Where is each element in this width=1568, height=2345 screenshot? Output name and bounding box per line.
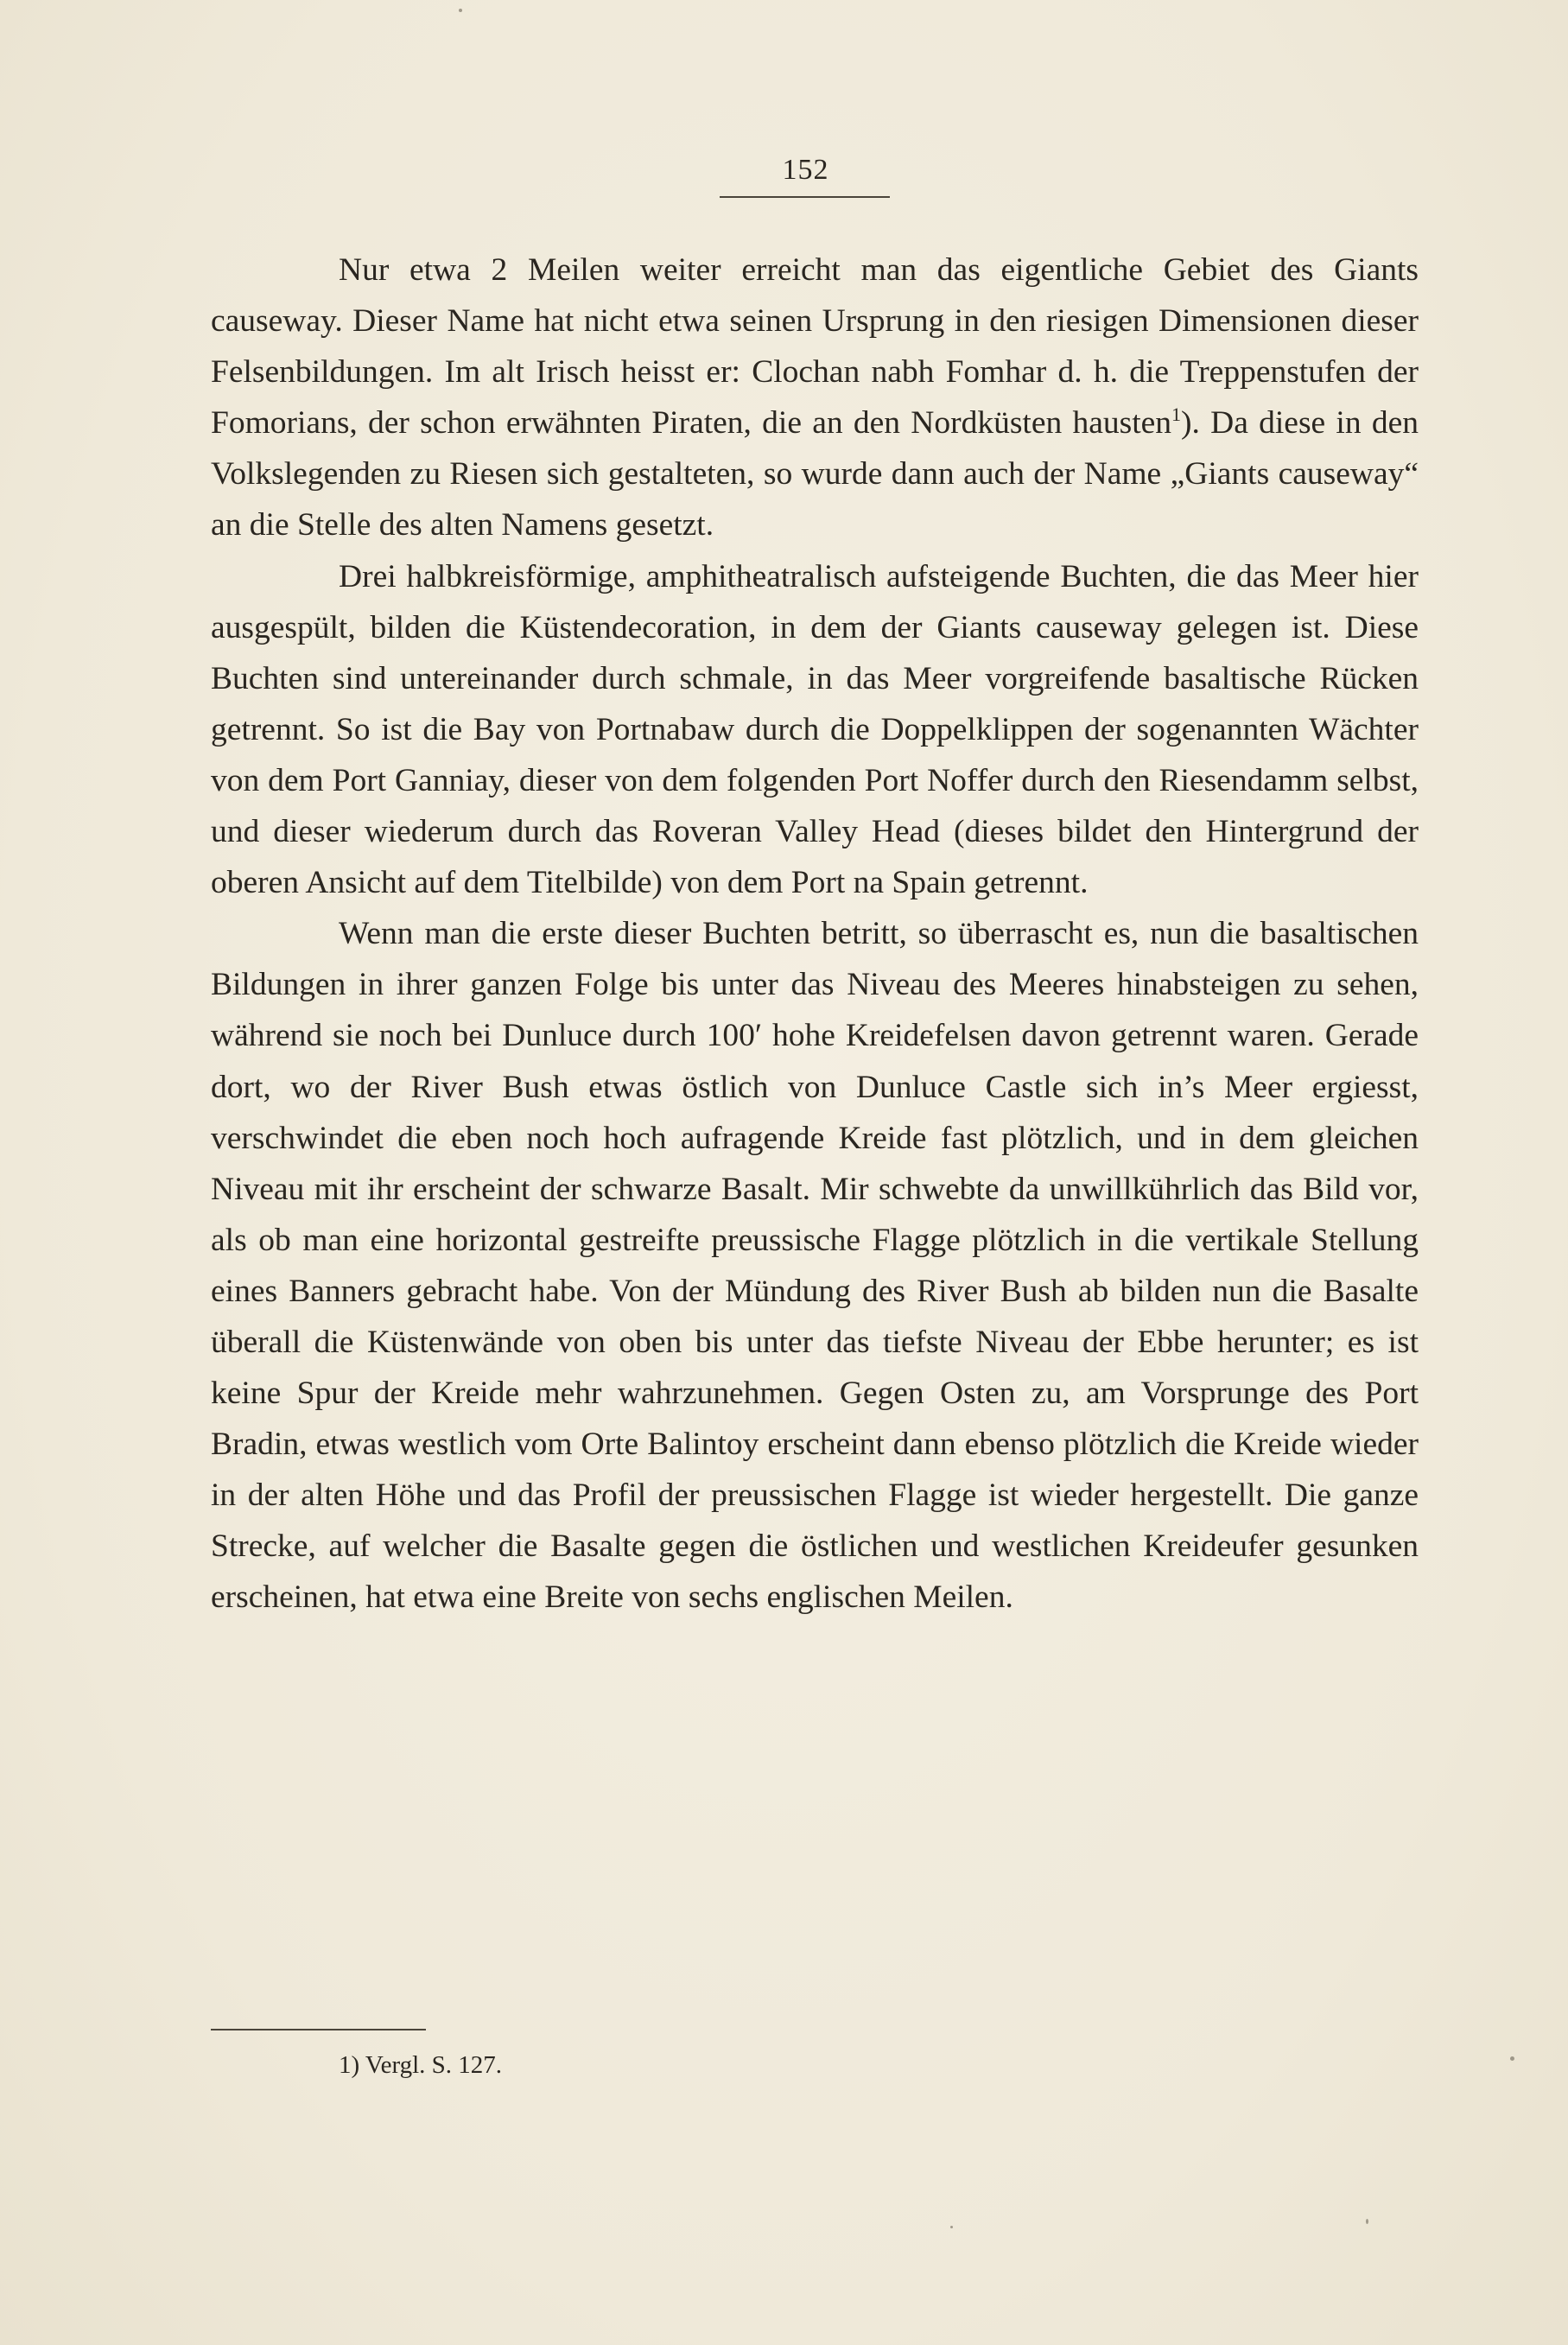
paragraph-3: Wenn man die erste dieser Buchten betritt, so überrascht es, nun die basaltischen Bildungen in ihrer ganzen Folge bis unter das Niveau des Meeres hinabsteigen zu sehen, während sie noch bei Dunluce durch 100′ hohe Kreidefelsen davon getrennt waren. Gerade dort, wo der River Bush etwas östlich von Dunluce Castle sich in’s Meer ergiesst, verschwindet die eben noch hoch aufragende Kreide fast plötzlich, und in dem gleichen Niveau mit ihr erscheint der schwarze Basalt. Mir schwebte da unwillkührlich das Bild vor, als ob man eine horizontal gestreifte preussische Flagge plötzlich in die vertikale Stellung eines Banners gebracht habe. Von der Mündung des River Bush ab bilden nun die Basalte überall die Küstenwände von oben bis unter das tiefste Niveau der Ebbe herunter; es ist keine Spur der Kreide mehr wahrzunehmen. Gegen Osten zu, am Vorsprunge des Port Bradin, etwas westlich vom Orte Balintoy erscheint dann ebenso plötzlich die Kreide wieder in der alten Höhe und das Profil der preussischen Flagge ist wieder hergestellt. Die ganze Strecke, auf welcher die Basalte gegen die östlichen und westlichen Kreideufer gesunken erscheinen, hat etwa eine Breite von sechs englischen Meilen. — [211, 916, 1419, 1616]
paragraph-2: Drei halbkreisförmige, amphitheatralisch aufsteigende Buchten, die das Meer hier ausgespült, bilden die Küstendecoration, in dem der Giants causeway gelegen ist. Diese Buchten sind untereinander durch schmale, in das Meer vorgreifende basaltische Rücken getrennt. So ist die Bay von Portnabaw durch die Doppelklippen der sogenannten Wächter von dem Port Ganniay, dieser von dem folgenden Port Noffer durch den Riesendamm selbst, und dieser wiederum durch das Roveran Valley Head (dieses bildet den Hintergrund der oberen Ansicht auf dem Titelbilde) von dem Port na Spain getrennt. — [211, 558, 1419, 901]
footnote-rule — [211, 2029, 426, 2030]
paper-speck — [1510, 2056, 1514, 2061]
paragraph-1-tail: ). Da diese in den Volkslegenden zu Riesen sich gestalteten, so wurde dann auch der Name „Giants causeway“ an die Stelle des alten Namens gesetzt. — [211, 405, 1419, 543]
paper-speck — [950, 2226, 953, 2228]
page-number: 152 — [782, 154, 829, 186]
paper-speck — [459, 9, 462, 12]
paragraph-1 — [211, 245, 1419, 551]
page-number-rule — [720, 196, 890, 198]
body-text — [211, 245, 1419, 1624]
footnote-marker: 1 — [1171, 404, 1182, 426]
footnote: 1) Vergl. S. 127. — [339, 2051, 503, 2079]
paragraph-1-text: Nur etwa 2 Meilen weiter erreicht man das eigentliche Gebiet des Giants causeway. Dieser Name hat nicht etwa seinen Ursprung in den riesigen Dimensionen dieser Felsenbildungen. Im alt Irisch heisst er: Clochan nabh Fomhar d. h. die Treppenstufen der Fomorians, der schon erwähnten Piraten, die an den Nordküsten hausten — [211, 252, 1419, 442]
paper-speck — [1366, 2219, 1368, 2224]
